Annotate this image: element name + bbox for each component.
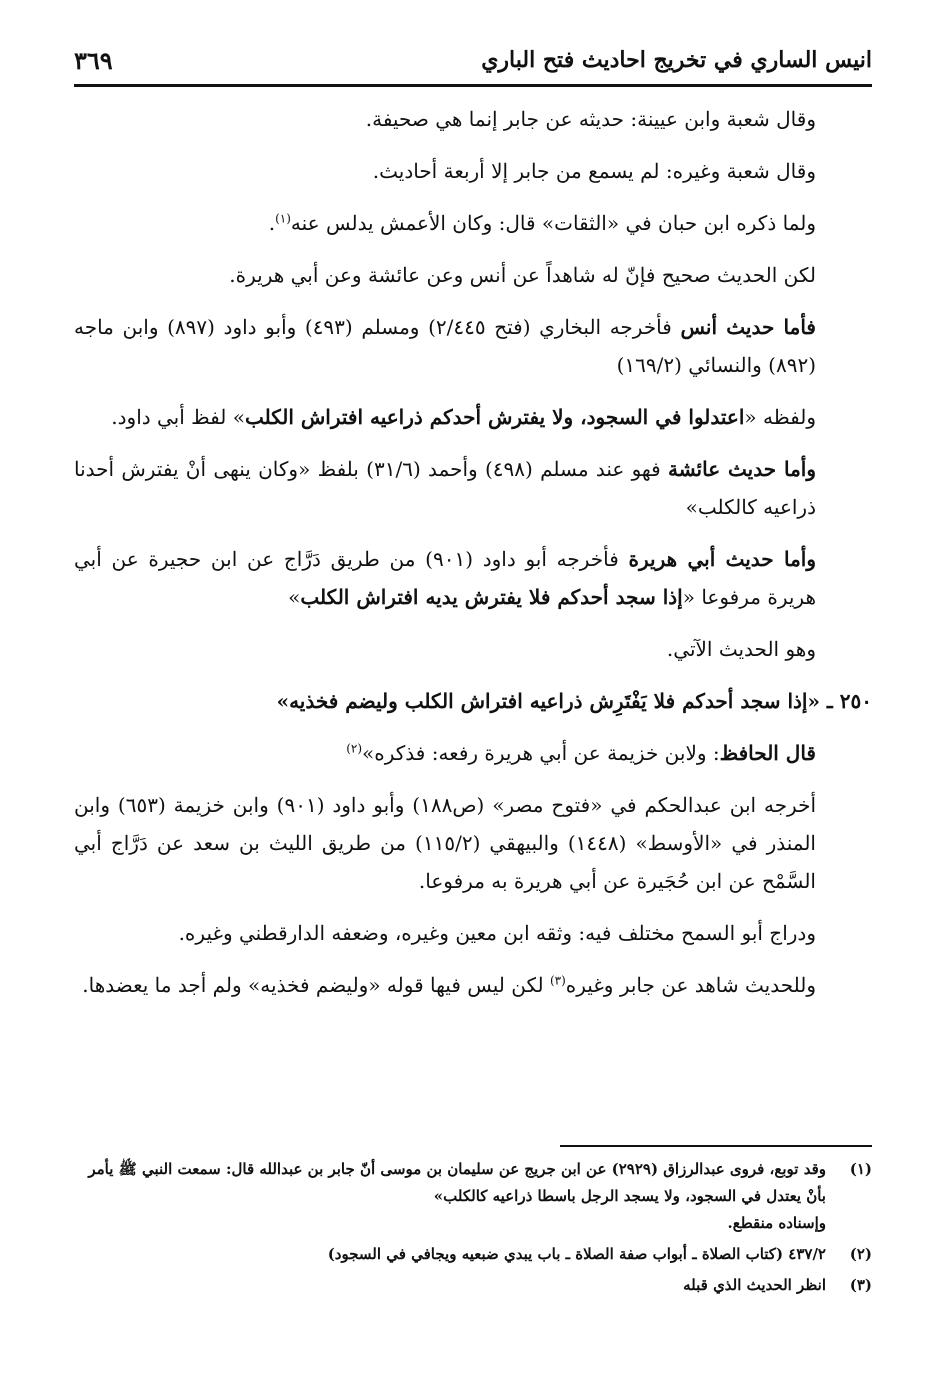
page-number: ٣٦٩ (74, 45, 113, 75)
paragraph (74, 966, 872, 1004)
footnote-item (74, 1241, 872, 1268)
text: » (288, 585, 301, 609)
paragraph (74, 152, 872, 190)
paragraph (74, 734, 872, 772)
bold-lead: فأما حديث أنس (680, 315, 816, 339)
paragraph (74, 630, 872, 668)
text: أخرجه ابن عبدالحكم في «فتوح مصر» (ص١٨٨) وأبو داود (٩٠١) وابن خزيمة (٦٥٣) وابن المنذر في «الأوسط» (١٤٤٨) والبيهقي (١١٥/٢) من طريق الليث بن سعد عن دَرَّاج أبي السَّمْح عن ابن حُجَيرة عن أبي هريرة به مرفوعا. (74, 793, 817, 893)
header-rule (74, 84, 872, 87)
text: وهو الحديث الآتي. (666, 637, 816, 661)
text: : ولابن خزيمة عن أبي هريرة رفعه: فذكره» (362, 741, 720, 765)
footnote-ref[interactable]: (٢) (346, 741, 363, 756)
book-title: انيس الساري في تخريج احاديث فتح الباري (481, 47, 872, 73)
text: وقال شعبة وغيره: لم يسمع من جابر إلا أربعة أحاديث. (372, 159, 816, 183)
paragraph (74, 256, 872, 294)
text: » لفظ أبي داود. (111, 405, 245, 429)
footnote-line: وإسناده منقطع. (727, 1214, 826, 1232)
text: ولما ذكره ابن حبان في «الثقات» قال: وكان الأعمش يدلس عنه (290, 211, 816, 235)
hadith-text: إذا سجد أحدكم فلا يفترش يديه افتراش الكلب (300, 585, 683, 609)
text: وقال شعبة وابن عيينة: حديثه عن جابر إنما هي صحيفة. (365, 107, 816, 131)
text: لكن ليس فيها قوله «وليضم فخذيه» ولم أجد ما يعضدها. (82, 973, 550, 997)
main-text (74, 100, 872, 1018)
footnote-number: (٣) (849, 1276, 872, 1294)
text: فأخرجه أبو داود (٩٠١) من طريق دَرَّاج عن ابن حجيرة عن أبي هريرة مرفوعا « (74, 547, 816, 609)
footnote-number: (٢) (849, 1245, 872, 1263)
bold-lead: وأما حديث أبي هريرة (628, 547, 817, 571)
bold-lead: وأما حديث عائشة (667, 457, 817, 481)
paragraph (74, 308, 872, 384)
paragraph (74, 204, 872, 242)
text: لكن الحديث صحيح فإنّ له شاهداً عن أنس وعن عائشة وعن أبي هريرة. (229, 263, 816, 287)
footnote-number: (١) (849, 1160, 872, 1178)
footnotes (74, 1156, 872, 1303)
text: فهو عند مسلم (٤٩٨) وأحمد (٣١/٦) بلفظ «وكان ينهى أنْ يفترش أحدنا ذراعيه كالكلب» (74, 457, 816, 519)
footnote-text (74, 1272, 826, 1299)
paragraph (74, 540, 872, 616)
text: وللحديث شاهد عن جابر وغيره (565, 973, 816, 997)
footnote-text (74, 1156, 826, 1237)
text: . (268, 211, 276, 235)
bold-lead: قال الحافظ (719, 741, 816, 765)
footnote-ref[interactable]: (٣) (549, 973, 566, 988)
hadith-text: اعتدلوا في السجود، ولا يفترش أحدكم ذراعيه افتراش الكلب (244, 405, 745, 429)
hadith-heading (74, 682, 872, 720)
footnote-line: وقد توبع، فروى عبدالرزاق (٢٩٢٩) عن ابن جريج عن سليمان بن موسى أنّ جابر بن عبدالله قال: سمعت النبي ﷺ يأمر بأنْ يعتدل في السجود، ولا يسجد الرجل باسطا ذراعيه كالكلب» (88, 1160, 826, 1205)
footnote-rule (560, 1145, 872, 1147)
footnote-text (74, 1241, 826, 1268)
text: فأخرجه البخاري (فتح ٢/٤٤٥) ومسلم (٤٩٣) وأبو داود (٨٩٧) وابن ماجه (٨٩٢) والنسائي (١٦٩/٢) (74, 315, 816, 377)
paragraph (74, 398, 872, 436)
footnote-item (74, 1272, 872, 1299)
footnote-line: انظر الحديث الذي قبله (683, 1276, 826, 1294)
footnote-line: ٤٣٧/٢ (كتاب الصلاة ـ أبواب صفة الصلاة ـ باب يبدي ضبعيه ويجافي في السجود) (327, 1245, 826, 1263)
paragraph (74, 100, 872, 138)
paragraph (74, 914, 872, 952)
paragraph (74, 786, 872, 900)
paragraph (74, 450, 872, 526)
footnote-item (74, 1156, 872, 1237)
footnote-ref[interactable]: (١) (275, 211, 291, 226)
text: ودراج أبو السمح مختلف فيه: وثقه ابن معين وغيره، وضعفه الدارقطني وغيره. (178, 921, 816, 945)
running-header (74, 40, 872, 80)
text: ولفظه « (744, 405, 816, 429)
hadith-number-text: ٢٥٠ ـ «إذا سجد أحدكم فلا يَفْتَرِش ذراعيه افتراش الكلب وليضم فخذيه» (276, 689, 872, 713)
